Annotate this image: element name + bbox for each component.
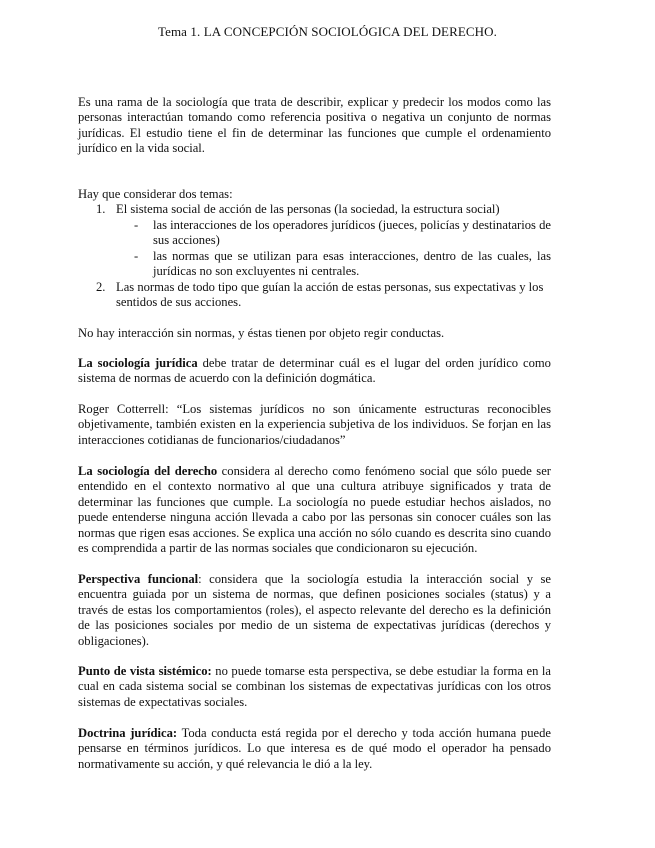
topics-intro: Hay que considerar dos temas:: [78, 187, 233, 201]
perspectiva-funcional-text: : considera que la sociología estudia la interacción social y se encuentra guiada por un sistema de normas, que definen posiciones sociales (status) y a través de estas los comportamientos (roles), el aspecto relevante del derecho es la definición de las posiciones sociales por medio de un sistema de expectativas jurídicas (derechos y obligaciones).: [78, 572, 552, 648]
doctrina-juridica-paragraph: [78, 726, 551, 772]
topic-text-2: Las normas de todo tipo que guían la acción de estas personas, sus expectativas y los sentidos de sus acciones.: [116, 280, 544, 310]
sociologia-derecho-term: La sociología del derecho: [78, 464, 218, 478]
sociologia-derecho-paragraph: [78, 464, 551, 556]
subitem-bullet-1: -: [134, 218, 139, 232]
topic-text-1: El sistema social de acción de las personas (la sociedad, la estructura social): [116, 202, 500, 216]
sociologia-juridica-text: debe tratar de determinar cuál es el lugar del orden jurídico como sistema de normas de acuerdo con la definición dogmática.: [78, 356, 551, 386]
perspectiva-funcional-term: Perspectiva funcional: [78, 572, 199, 586]
sociologia-derecho-text: considera al derecho como fenómeno social que sólo puede ser entendido en el contexto normativo al que una cultura atribuye significados y trata de determinar las funciones que cumple. La sociología no puede estudiar hechos aislados, no puede entenderse ninguna acción llevada a cabo por las personas sin conocer cuáles son las normas que rigen esas acciones. Se explica una acción no sólo cuando es descrita sino cuando es comprendida a partir de las normas sociales que condicionaron su ejecución.: [78, 464, 551, 556]
topic-number-1: 1.: [96, 202, 106, 216]
subitem-bullet-2: -: [134, 249, 139, 263]
doctrina-juridica-text: Toda conducta está regida por el derecho y toda acción humana puede pensarse en términos jurídicos. Lo que interesa es de qué modo el operador ha pensado normativamente su acción, y qué relevancia le dió a la ley.: [78, 726, 551, 771]
cotterrell-quote: Roger Cotterrell: “Los sistemas jurídicos no son únicamente estructuras reconocibles objetivamente, también existen en la experiencia subjetiva de los individuos. Se forjan en las interacciones cotidianas de funcionarios/ciudadanos”: [78, 402, 551, 447]
punto-sistemico-text: no puede tomarse esta perspectiva, se debe estudiar la forma en la cual en cada sistema social se combinan los sistemas de expectativas jurídicas con los otros sistemas de expectativas sociales.: [78, 664, 551, 709]
doctrina-juridica-term: Doctrina jurídica:: [78, 726, 178, 740]
perspectiva-funcional-paragraph: [78, 572, 551, 649]
punto-sistemico-term: Punto de vista sistémico:: [78, 664, 212, 678]
punto-sistemico-paragraph: [78, 664, 551, 710]
no-interaction-paragraph: No hay interacción sin normas, y éstas tienen por objeto regir conductas.: [78, 326, 445, 340]
page-title: Tema 1. LA CONCEPCIÓN SOCIOLÓGICA DEL DERECHO.: [157, 24, 498, 39]
sociologia-juridica-term: La sociología jurídica: [78, 356, 198, 370]
topic-number-2: 2.: [96, 280, 106, 294]
subitem-text-2: las normas que se utilizan para esas interacciones, dentro de las cuales, las jurídicas no son excluyentes ni centrales.: [153, 249, 551, 279]
sociologia-juridica-paragraph: [78, 356, 551, 387]
subitem-text-1: las interacciones de los operadores jurídicos (jueces, policías y destinatarios de sus acciones): [153, 218, 551, 248]
intro-paragraph: Es una rama de la sociología que trata de describir, explicar y predecir los modos como las personas interactúan tomando como referencia positiva o negativa un conjunto de normas jurídicas. El estudio tiene el fin de determinar las funciones que cumple el ordenamiento jurídico en la vida social.: [78, 95, 551, 156]
